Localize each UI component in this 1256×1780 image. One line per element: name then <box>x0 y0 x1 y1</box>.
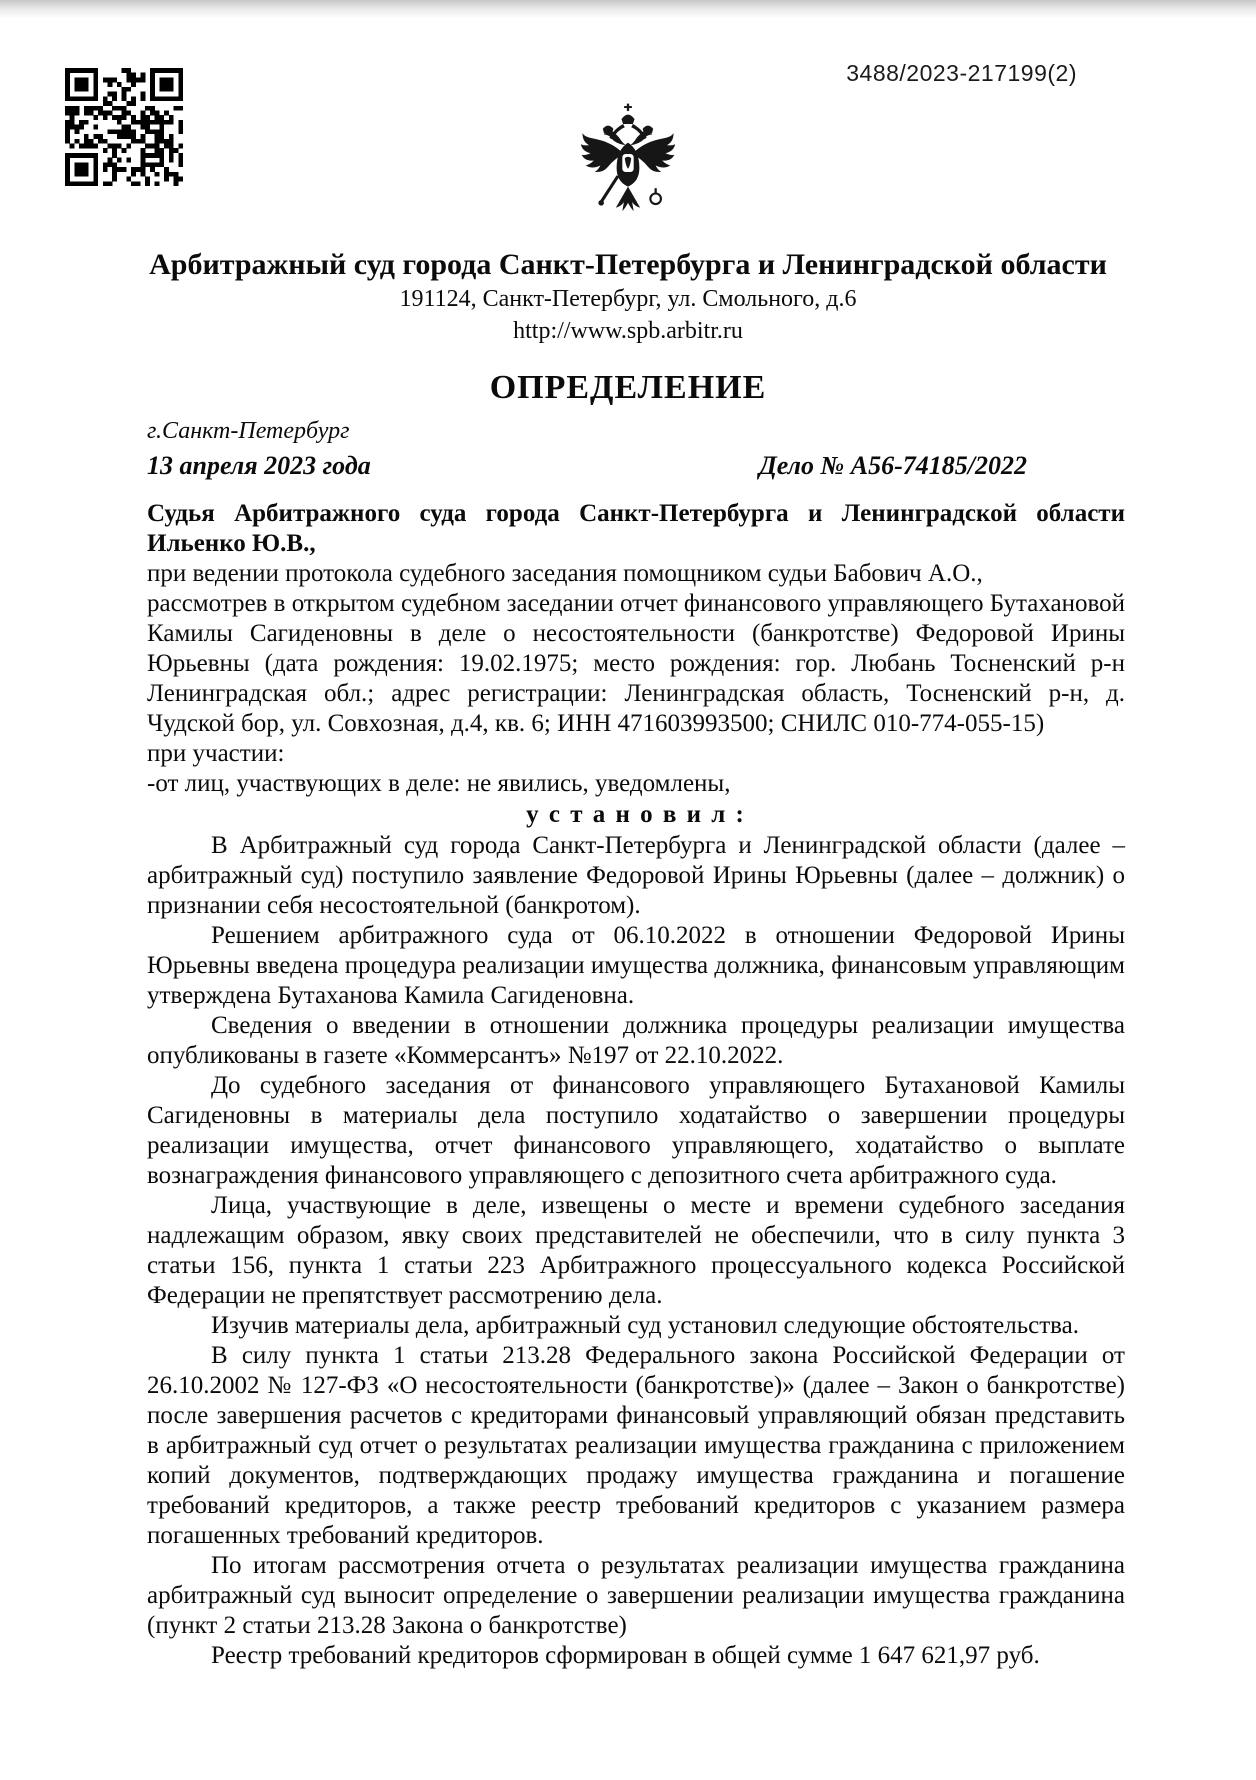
case-description-line: рассмотрев в открытом судебном заседании отчет финансового управляющего Бутахановой Камилы Сагиденовны в деле о несостоятельности (банкротстве) Федоровой Ирины Юрьевны (дата рождения: 19.02.1975; место рождения: гор. Любань Тосненский р-н Ленинградская обл.; адрес регистрации: Ленинградская область, Тосненский р-н, д. Чудской бор, ул. Совхозная, д.4, кв. 6; ИНН 471603993500; СНИЛС 010-774-055-15) <box>147 590 1126 737</box>
document-body <box>147 417 1125 1671</box>
findings-paragraph: Реестр требований кредиторов сформирован в общей сумме 1 647 621,97 руб. <box>211 1642 1040 1669</box>
resolution-heading: у с т а н о в и л : <box>526 801 746 828</box>
case-number: Дело № А56-74185/2022 <box>758 451 1027 480</box>
double-headed-eagle-icon <box>579 102 677 224</box>
court-address: 191124, Санкт-Петербург, ул. Смольного, д.6 <box>399 286 857 312</box>
judge-line: Судья Арбитражного суда города Санкт-Петербурга и Ленинградской области Ильенко Ю.В., <box>147 500 1125 557</box>
document-number: 3488/2023-217199(2) <box>846 60 1077 86</box>
findings-paragraph: Сведения о введении в отношении должника процедуры реализации имущества опубликованы в газете «Коммерсантъ» №197 от 22.10.2022. <box>147 1012 1125 1069</box>
findings-paragraph: В Арбитражный суд города Санкт-Петербурга и Ленинградской области (далее – арбитражный суд) поступило заявление Федоровой Ирины Юрьевны (далее – должник) о признании себя несостоятельной (банкротом). <box>147 832 1125 919</box>
findings-paragraph: Решением арбитражного суда от 06.10.2022 в отношении Федоровой Ирины Юрьевны введена процедура реализации имущества должника, финансовым управляющим утверждена Бутаханова Камила Сагиденовна. <box>147 922 1125 1009</box>
document-title: ОПРЕДЕЛЕНИЕ <box>489 369 767 406</box>
issue-date: 13 апреля 2023 года <box>147 451 371 480</box>
findings-paragraph: По итогам рассмотрения отчета о результатах реализации имущества гражданина арбитражный суд выносит определение о завершении реализации имущества гражданина (пункт 2 статьи 213.28 Закона о банкротстве) <box>147 1552 1125 1639</box>
court-name: Арбитражный суд города Санкт-Петербурга и Ленинградской области <box>149 248 1107 281</box>
findings-paragraph: В силу пункта 1 статьи 213.28 Федерального закона Российской Федерации от 26.10.2002 № 127-ФЗ «О несостоятельности (банкротстве)» (далее – Закон о банкротстве) после завершения расчетов с кредиторами финансовый управляющий обязан представить в арбитражный суд отчет о результатах реализации имущества гражданина с приложением копий документов, подтверждающих продажу имущества гражданина и погашение требований кредиторов, а также реестр требований кредиторов с указанием размера погашенных требований кредиторов. <box>147 1342 1125 1549</box>
qr-code <box>64 68 184 186</box>
scan-shadow-artifact <box>0 0 1256 18</box>
findings-paragraph: До судебного заседания от финансового управляющего Бутахановой Камилы Сагиденовны в материалы дела поступило ходатайство о завершении процедуры реализации имущества, отчет финансового управляющего, ходатайство о выплате вознаграждения финансового управляющего с депозитного счета арбитражного суда. <box>147 1072 1125 1189</box>
participation-label: при участии: <box>147 740 285 767</box>
findings-paragraph: Лица, участвующие в деле, извещены о месте и времени судебного заседания надлежащим образом, явку своих представителей не обеспечили, что в силу пункта 3 статьи 156, пункта 1 статьи 223 Арбитражного процессуального кодекса Российской Федерации не препятствует рассмотрению дела. <box>147 1192 1125 1309</box>
participants-line: -от лиц, участвующих в деле: не явились, уведомлены, <box>147 770 731 797</box>
findings-paragraph: Изучив материалы дела, арбитражный суд установил следующие обстоятельства. <box>211 1312 1079 1339</box>
russia-coat-of-arms-icon <box>579 102 677 224</box>
court-website: http://www.spb.arbitr.ru <box>513 318 743 344</box>
findings-section <box>147 831 1125 1671</box>
issue-city: г.Санкт-Петербург <box>147 418 350 444</box>
date-case-row <box>147 451 1125 481</box>
qr-code-icon <box>64 68 184 186</box>
protocol-line: при ведении протокола судебного заседания помощником судьи Бабович А.О., <box>147 560 983 587</box>
